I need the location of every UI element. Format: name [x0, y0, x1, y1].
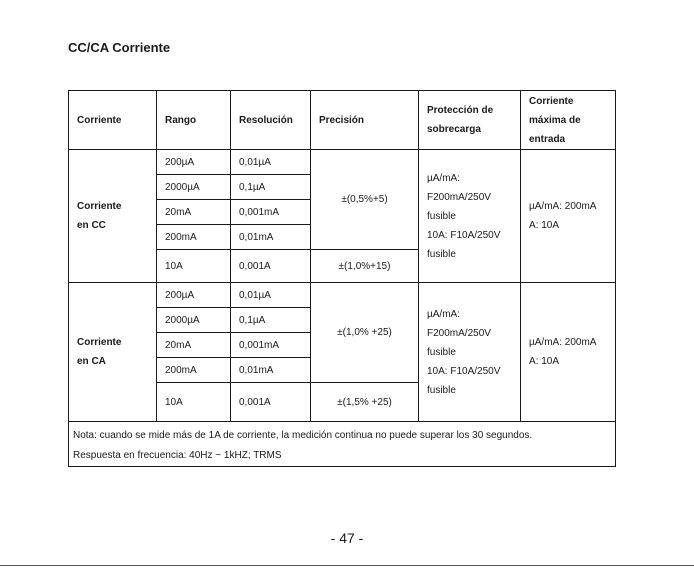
cell-rango: 10A: [157, 250, 231, 283]
cell-resolucion: 0,01µA: [231, 150, 311, 175]
cell-resolucion: 0,001A: [231, 383, 311, 422]
proteccion-line: 10A: F10A/250V: [427, 365, 501, 377]
header-precision: Precisión: [311, 91, 419, 150]
cell-resolucion: 0,001mA: [231, 200, 311, 225]
maxima-line: µA/mA: 200mA: [529, 337, 597, 348]
cell-rango: 20mA: [157, 200, 231, 225]
header-maxima: [521, 91, 616, 150]
cell-resolucion: 0,001mA: [231, 333, 311, 358]
proteccion-line: 10A: F10A/250V: [427, 229, 501, 241]
group-label-line: en CC: [77, 220, 106, 231]
proteccion-line: fusible: [427, 384, 456, 396]
cell-precision: ±(1,5% +25): [311, 383, 419, 422]
page-title: CC/CA Corriente: [68, 40, 171, 55]
header-row: [69, 91, 616, 150]
current-spec-table: [68, 90, 616, 467]
proteccion-line: fusible: [427, 210, 456, 222]
table-row: [69, 150, 616, 175]
group-label-line: Corriente: [77, 201, 122, 212]
cell-maxima: [521, 150, 616, 283]
cell-resolucion: 0,1µA: [231, 175, 311, 200]
cell-resolucion: 0,01µA: [231, 283, 311, 308]
group-label-ca: [69, 283, 157, 422]
group-label-cc: [69, 150, 157, 283]
cell-resolucion: 0,01mA: [231, 358, 311, 383]
header-resolucion: Resolución: [231, 91, 311, 150]
cell-precision: ±(1,0% +25): [311, 283, 419, 383]
note-row: [69, 422, 616, 446]
cell-precision: ±(1,0%+15): [311, 250, 419, 283]
header-corriente: Corriente: [69, 91, 157, 150]
header-rango: Rango: [157, 91, 231, 150]
maxima-line: µA/mA: 200mA: [529, 201, 597, 212]
group-label-line: en CA: [77, 356, 106, 367]
proteccion-line: µA/mA:: [427, 172, 460, 184]
cell-rango: 2000µA: [157, 308, 231, 333]
proteccion-line: F200mA/250V: [427, 191, 491, 203]
cell-rango: 200mA: [157, 225, 231, 250]
cell-maxima: [521, 283, 616, 422]
cell-rango: 200µA: [157, 150, 231, 175]
cell-rango: 2000µA: [157, 175, 231, 200]
cell-resolucion: 0,1µA: [231, 308, 311, 333]
note-text: Nota: cuando se mide más de 1A de corriente, la medición continua no puede superar los 30 segundos.: [69, 422, 616, 446]
header-maxima-line: entrada: [529, 133, 566, 145]
header-proteccion: [419, 91, 521, 150]
cell-resolucion: 0,001A: [231, 250, 311, 283]
cell-proteccion: [419, 150, 521, 283]
cell-precision: ±(0,5%+5): [311, 150, 419, 250]
cell-proteccion: [419, 283, 521, 422]
proteccion-line: fusible: [427, 346, 456, 358]
page-number: - 47 -: [330, 530, 364, 546]
header-maxima-line: máxima de: [529, 114, 581, 126]
note-row: [69, 445, 616, 467]
note-text: Respuesta en frecuencia: 40Hz ~ 1kHZ; TRMS: [69, 445, 616, 467]
proteccion-line: fusible: [427, 248, 456, 260]
group-label-line: Corriente: [77, 337, 122, 348]
proteccion-line: F200mA/250V: [427, 327, 491, 339]
table-row: [69, 283, 616, 308]
cell-rango: 200µA: [157, 283, 231, 308]
cell-rango: 10A: [157, 383, 231, 422]
maxima-line: A: 10A: [529, 356, 560, 367]
maxima-line: A: 10A: [529, 220, 560, 231]
header-proteccion-line: Protección de: [427, 105, 494, 116]
header-maxima-line: Corriente: [529, 95, 574, 107]
proteccion-line: µA/mA:: [427, 308, 460, 320]
bottom-rule: [0, 565, 694, 566]
cell-resolucion: 0,01mA: [231, 225, 311, 250]
cell-rango: 200mA: [157, 358, 231, 383]
cell-rango: 20mA: [157, 333, 231, 358]
header-proteccion-line: sobrecarga: [427, 124, 481, 135]
